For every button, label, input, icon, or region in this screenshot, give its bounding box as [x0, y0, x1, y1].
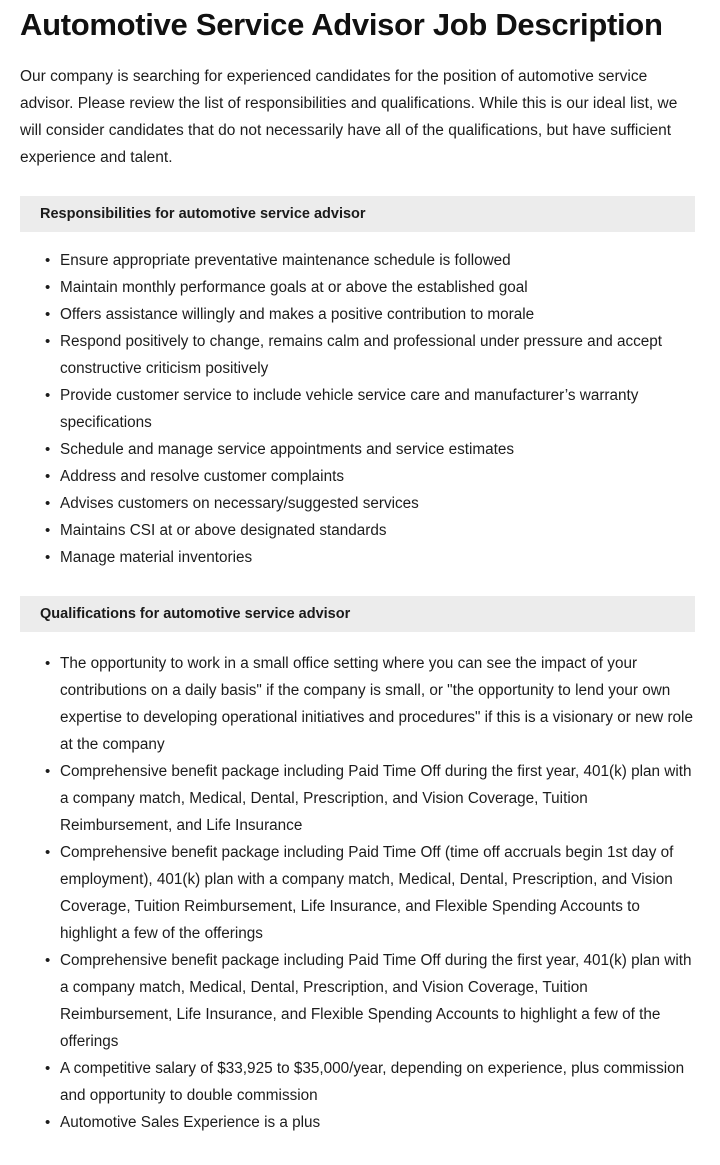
bullet-point-icon: • — [45, 1059, 51, 1077]
list-item — [20, 274, 693, 301]
list-item — [20, 1109, 698, 1136]
list-item-text: Manage material inventories — [60, 548, 253, 566]
list-item — [20, 544, 693, 571]
list-item-text: The opportunity to work in a small office setting where you can see the impact of your contributions on a daily basis" if the company is small, or "the opportunity to lend your own expertise to developing operational initiatives and procedures" if this is a visionary or new role at the company — [60, 654, 693, 753]
list-item-text: Maintains CSI at or above designated standards — [60, 521, 387, 539]
list-item — [20, 328, 693, 382]
list-item-text: Offers assistance willingly and makes a positive contribution to morale — [60, 305, 535, 323]
list-item-text: Comprehensive benefit package including Paid Time Off during the first year, 401(k) plan with a company match, Medical, Dental, Prescription, and Vision Coverage, Tuition Reimbursement, and Life Insurance — [60, 762, 692, 834]
list-item-text: Automotive Sales Experience is a plus — [60, 1113, 321, 1131]
list-item — [20, 947, 698, 1055]
bottom-spacer — [0, 1136, 720, 1156]
section-header-responsibilities: Responsibilities for automotive service advisor — [20, 196, 695, 232]
list-item-text: Ensure appropriate preventative maintenance schedule is followed — [60, 251, 511, 269]
bullet-point-icon: • — [45, 1113, 51, 1131]
bullet-point-icon: • — [45, 278, 51, 296]
list-item — [20, 247, 693, 274]
list-item — [20, 517, 693, 544]
bullet-point-icon: • — [45, 521, 51, 539]
list-item-text: Advises customers on necessary/suggested services — [60, 494, 419, 512]
bullet-point-icon: • — [45, 440, 51, 458]
list-item — [20, 490, 693, 517]
list-item — [20, 758, 698, 839]
list-item-text: Maintain monthly performance goals at or above the established goal — [60, 278, 528, 296]
bullet-point-icon: • — [45, 386, 51, 404]
bullet-point-icon: • — [45, 843, 51, 861]
bullet-point-icon: • — [45, 251, 51, 269]
list-item-text: A competitive salary of $33,925 to $35,000/year, depending on experience, plus commission and opportunity to double commission — [60, 1059, 685, 1104]
list-item-text: Schedule and manage service appointments and service estimates — [60, 440, 515, 458]
list-item-text: Address and resolve customer complaints — [60, 467, 344, 485]
bullet-point-icon: • — [45, 548, 51, 566]
qualifications-list — [0, 632, 720, 1136]
list-item — [20, 436, 693, 463]
list-item — [20, 463, 693, 490]
bullet-point-icon: • — [45, 494, 51, 512]
list-item-text: Respond positively to change, remains calm and professional under pressure and accept constructive criticism positively — [60, 332, 663, 377]
bullet-point-icon: • — [45, 467, 51, 485]
bullet-point-icon: • — [45, 654, 51, 672]
list-item — [20, 1055, 698, 1109]
bullet-point-icon: • — [45, 951, 51, 969]
list-item — [20, 650, 698, 758]
responsibilities-list — [0, 232, 720, 571]
section-responsibilities — [0, 196, 720, 571]
list-item-text: Comprehensive benefit package including Paid Time Off (time off accruals begin 1st day of employment), 401(k) plan with a company match, Medical, Dental, Prescription, and Vision Coverage, Tuition Reimbursement, Life Insurance, and Flexible Spending Accounts to highlight a few of the offerings — [60, 843, 674, 942]
list-item — [20, 301, 693, 328]
section-header-qualifications: Qualifications for automotive service advisor — [20, 596, 695, 632]
list-item — [20, 382, 693, 436]
page-title: Automotive Service Advisor Job Description — [20, 7, 663, 42]
section-qualifications — [0, 596, 720, 1136]
bullet-point-icon: • — [45, 762, 51, 780]
list-item-text: Provide customer service to include vehicle service care and manufacturer’s warranty specifications — [60, 386, 639, 431]
list-item-text: Comprehensive benefit package including Paid Time Off during the first year, 401(k) plan with a company match, Medical, Dental, Prescription, and Vision Coverage, Tuition Reimbursement, Life Insurance, and Flexible Spending Accounts to highlight a few of the offerings — [60, 951, 692, 1050]
bullet-point-icon: • — [45, 305, 51, 323]
list-item — [20, 839, 698, 947]
intro-paragraph: Our company is searching for experienced candidates for the position of automotive service advisor. Please review the list of responsibilities and qualifications. While this is our ideal list, we will consider candidates that do not necessarily have all of the qualifications, but have sufficient experience and talent. — [20, 67, 678, 166]
bullet-point-icon: • — [45, 332, 51, 350]
